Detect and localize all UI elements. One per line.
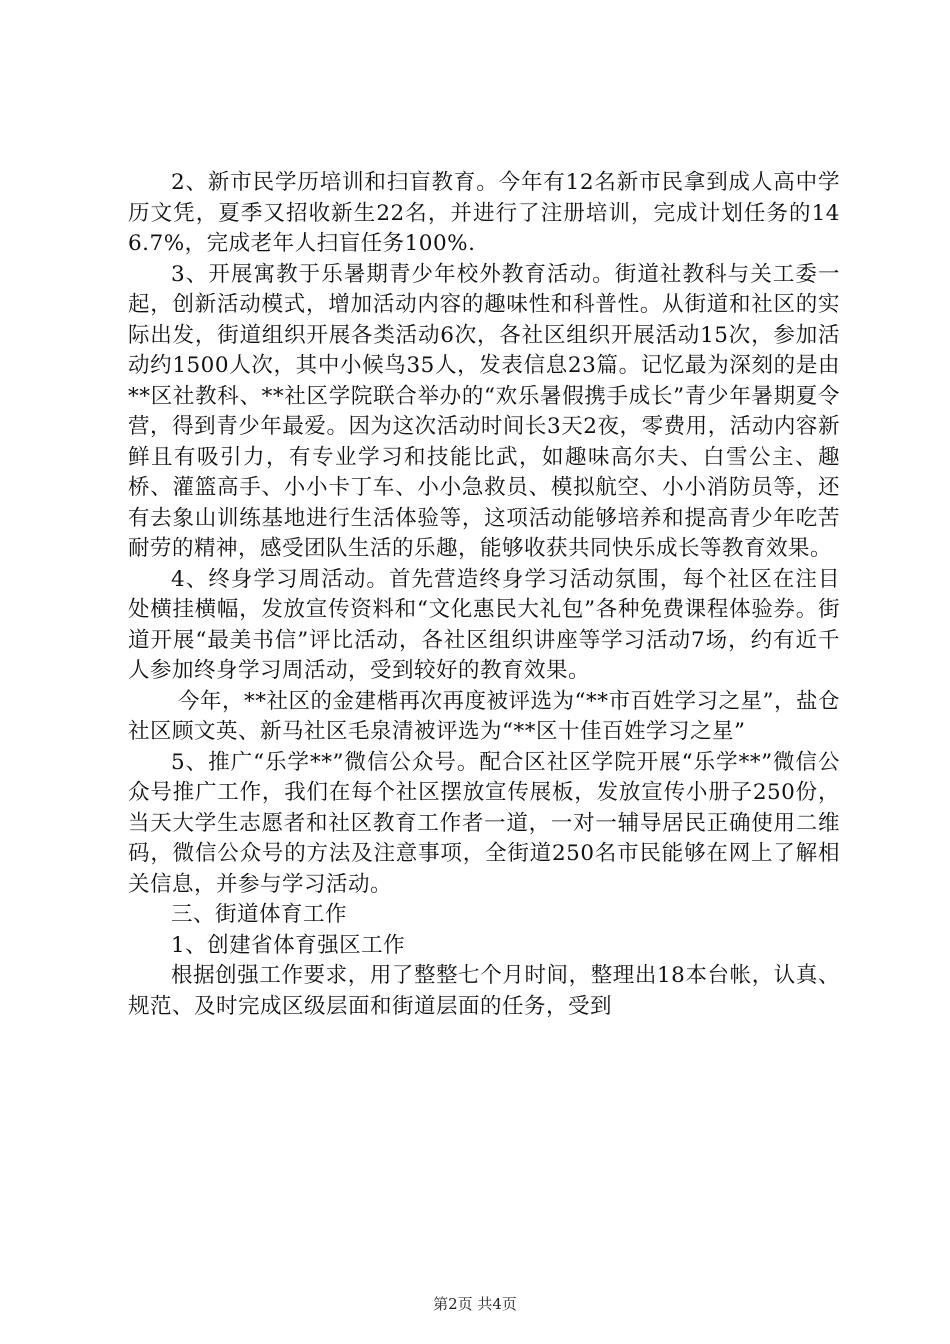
- subheading-sports-district: 1、创建省体育强区工作: [171, 932, 406, 958]
- paragraph-summer-activities: 3、开展寓教于乐暑期青少年校外教育活动。街道社教科与关工委一起，创新活动模式，增加活动内容的趣味性和科普性。从街道和社区的实际出发，街道组织开展各类活动6次，各社区组织开展活动15次，参加活动约1500人次，其中小候鸟35人，发表信息23篇。记忆最为深刻的是由**区社教科、**社区学院联合举办的“欢乐暑假携手成长”青少年暑期夏令营，得到青少年最爱。因为这次活动时间长3天2夜，零费用，活动内容新鲜且有吸引力，有专业学习和技能比武，如趣味高尔夫、白雪公主、趣桥、灌篮高手、小小卡丁车、小小急救员、模拟航空、小小消防员等，还有去象山训练基地进行生活体验等，这项活动能够培养和提高青少年吃苦耐劳的精神，感受团队生活的乐趣，能够收获共同快乐成长等教育效果。: [128, 261, 840, 561]
- paragraph-learning-stars: 今年，**社区的金建楷再次再度被评选为“**市百姓学习之星”，盐仓社区顾文英、新马社区毛泉清被评选为“**区十佳百姓学习之星”: [128, 688, 840, 744]
- paragraph-adult-education: 2、新市民学历培训和扫盲教育。今年有12名新市民拿到成人高中学历文凭，夏季又招收新生22名，并进行了注册培训，完成计划任务的146.7%，完成老年人扫盲任务100%.: [128, 170, 840, 256]
- page-footer: 第2页 共4页: [433, 1295, 517, 1313]
- document-body: [128, 168, 840, 1022]
- paragraph-sports-work: 根据创强工作要求，用了整整七个月时间，整理出18本台帐，认真、规范、及时完成区级层面和街道层面的任务，受到: [128, 963, 840, 1019]
- section-heading-sports: 三、街道体育工作: [171, 902, 348, 927]
- paragraph-wechat-promotion: 5、推广“乐学**”微信公众号。配合区社区学院开展“乐学**”微信公众号推广工作，我们在每个社区摆放宣传展板，发放宣传小册子250份，当天大学生志愿者和社区教育工作者一道，一对一辅导居民正确使用二维码，微信公众号的方法及注意事项，全街道250名市民能够在网上了解相关信息，并参与学习活动。: [128, 749, 840, 897]
- paragraph-lifelong-learning-week: 4、终身学习周活动。首先营造终身学习活动氛围，每个社区在注目处横挂横幅，发放宣传资料和“文化惠民大礼包”各种免费课程体验券。街道开展“最美书信”评比活动，各社区组织讲座等学习活动7场，约有近千人参加终身学习周活动，受到较好的教育效果。: [128, 566, 840, 683]
